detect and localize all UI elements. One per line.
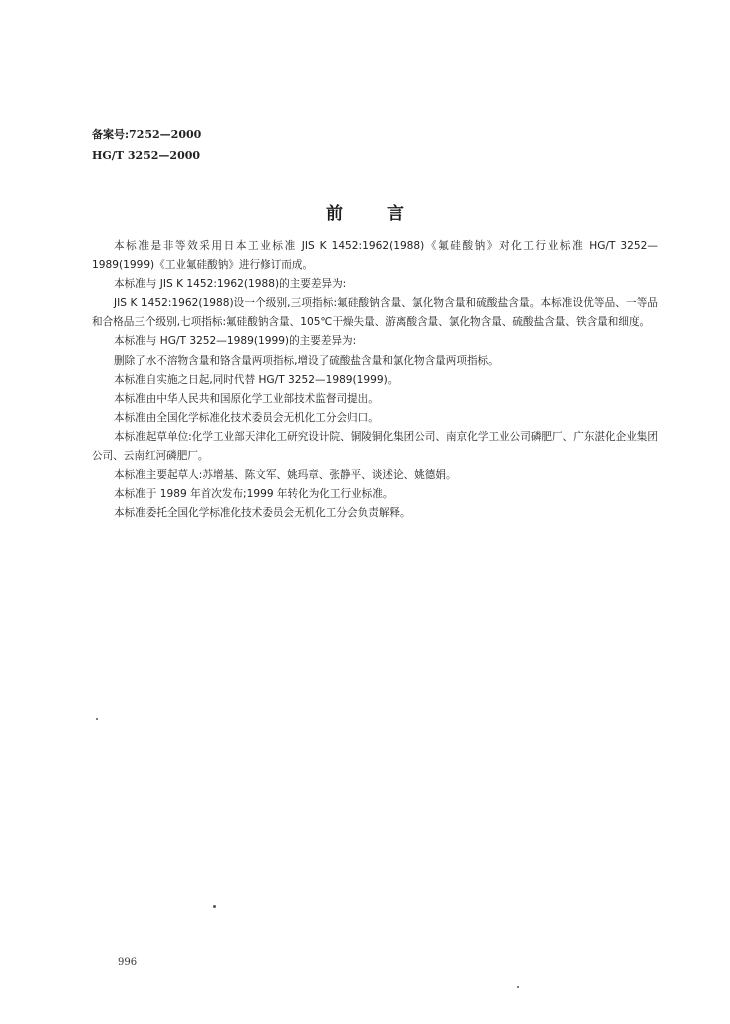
scan-speck bbox=[213, 905, 216, 908]
paragraph: 本标准与 JIS K 1452:1962(1988)的主要差异为: bbox=[114, 278, 347, 291]
paragraph: 本标准由全国化学标准化技术委员会无机化工分会归口。 bbox=[114, 411, 379, 424]
paragraph: 本标准是非等效采用日本工业标准 JIS K 1452:1962(1988)《氟硅酸钠》对化工行业标准 HG/T 3252—1989(1999)《工业氟硅酸钠》进行修订而成。 bbox=[92, 240, 658, 272]
paragraph: 本标准自实施之日起,同时代替 HG/T 3252—1989(1999)。 bbox=[114, 373, 399, 386]
document-header bbox=[92, 124, 201, 166]
paragraph: 本标准与 HG/T 3252—1989(1999)的主要差异为: bbox=[114, 335, 357, 348]
paragraph: 本标准由中华人民共和国原化学工业部技术监督司提出。 bbox=[114, 392, 379, 405]
page-number: 996 bbox=[118, 957, 138, 968]
section-title: 前言 bbox=[326, 204, 448, 224]
paragraph: 本标准委托全国化学标准化技术委员会无机化工分会负责解释。 bbox=[114, 507, 411, 520]
paragraph: 本标准主要起草人:苏增基、陈文军、姚玛章、张静平、谈述论、姚德娟。 bbox=[114, 469, 457, 482]
scan-speck bbox=[96, 718, 98, 720]
paragraph: JIS K 1452:1962(1988)设一个级别,三项指标:氟硅酸钠含量、氯化物含量和硫酸盐含量。本标准设优等品、一等品和合格品三个级别,七项指标:氟硅酸钠含量、105℃干燥失量、游离酸含量、氯化物含量、硫酸盐含量、铁含量和细度。 bbox=[92, 297, 658, 329]
paragraph: 本标准于 1989 年首次发布;1999 年转化为化工行业标准。 bbox=[114, 488, 394, 501]
foreword-body bbox=[92, 237, 658, 523]
standard-number: HG/T 3252—2000 bbox=[92, 149, 201, 162]
paragraph: 本标准起草单位:化学工业部天津化工研究设计院、铜陵铜化集团公司、南京化学工业公司磷肥厂、广东湛化企业集团公司、云南红河磷肥厂。 bbox=[92, 430, 658, 463]
scan-speck bbox=[517, 986, 519, 988]
record-number: 备案号:7252—2000 bbox=[92, 128, 202, 141]
paragraph: 删除了水不溶物含量和铬含量两项指标,增设了硫酸盐含量和氯化物含量两项指标。 bbox=[114, 354, 499, 367]
